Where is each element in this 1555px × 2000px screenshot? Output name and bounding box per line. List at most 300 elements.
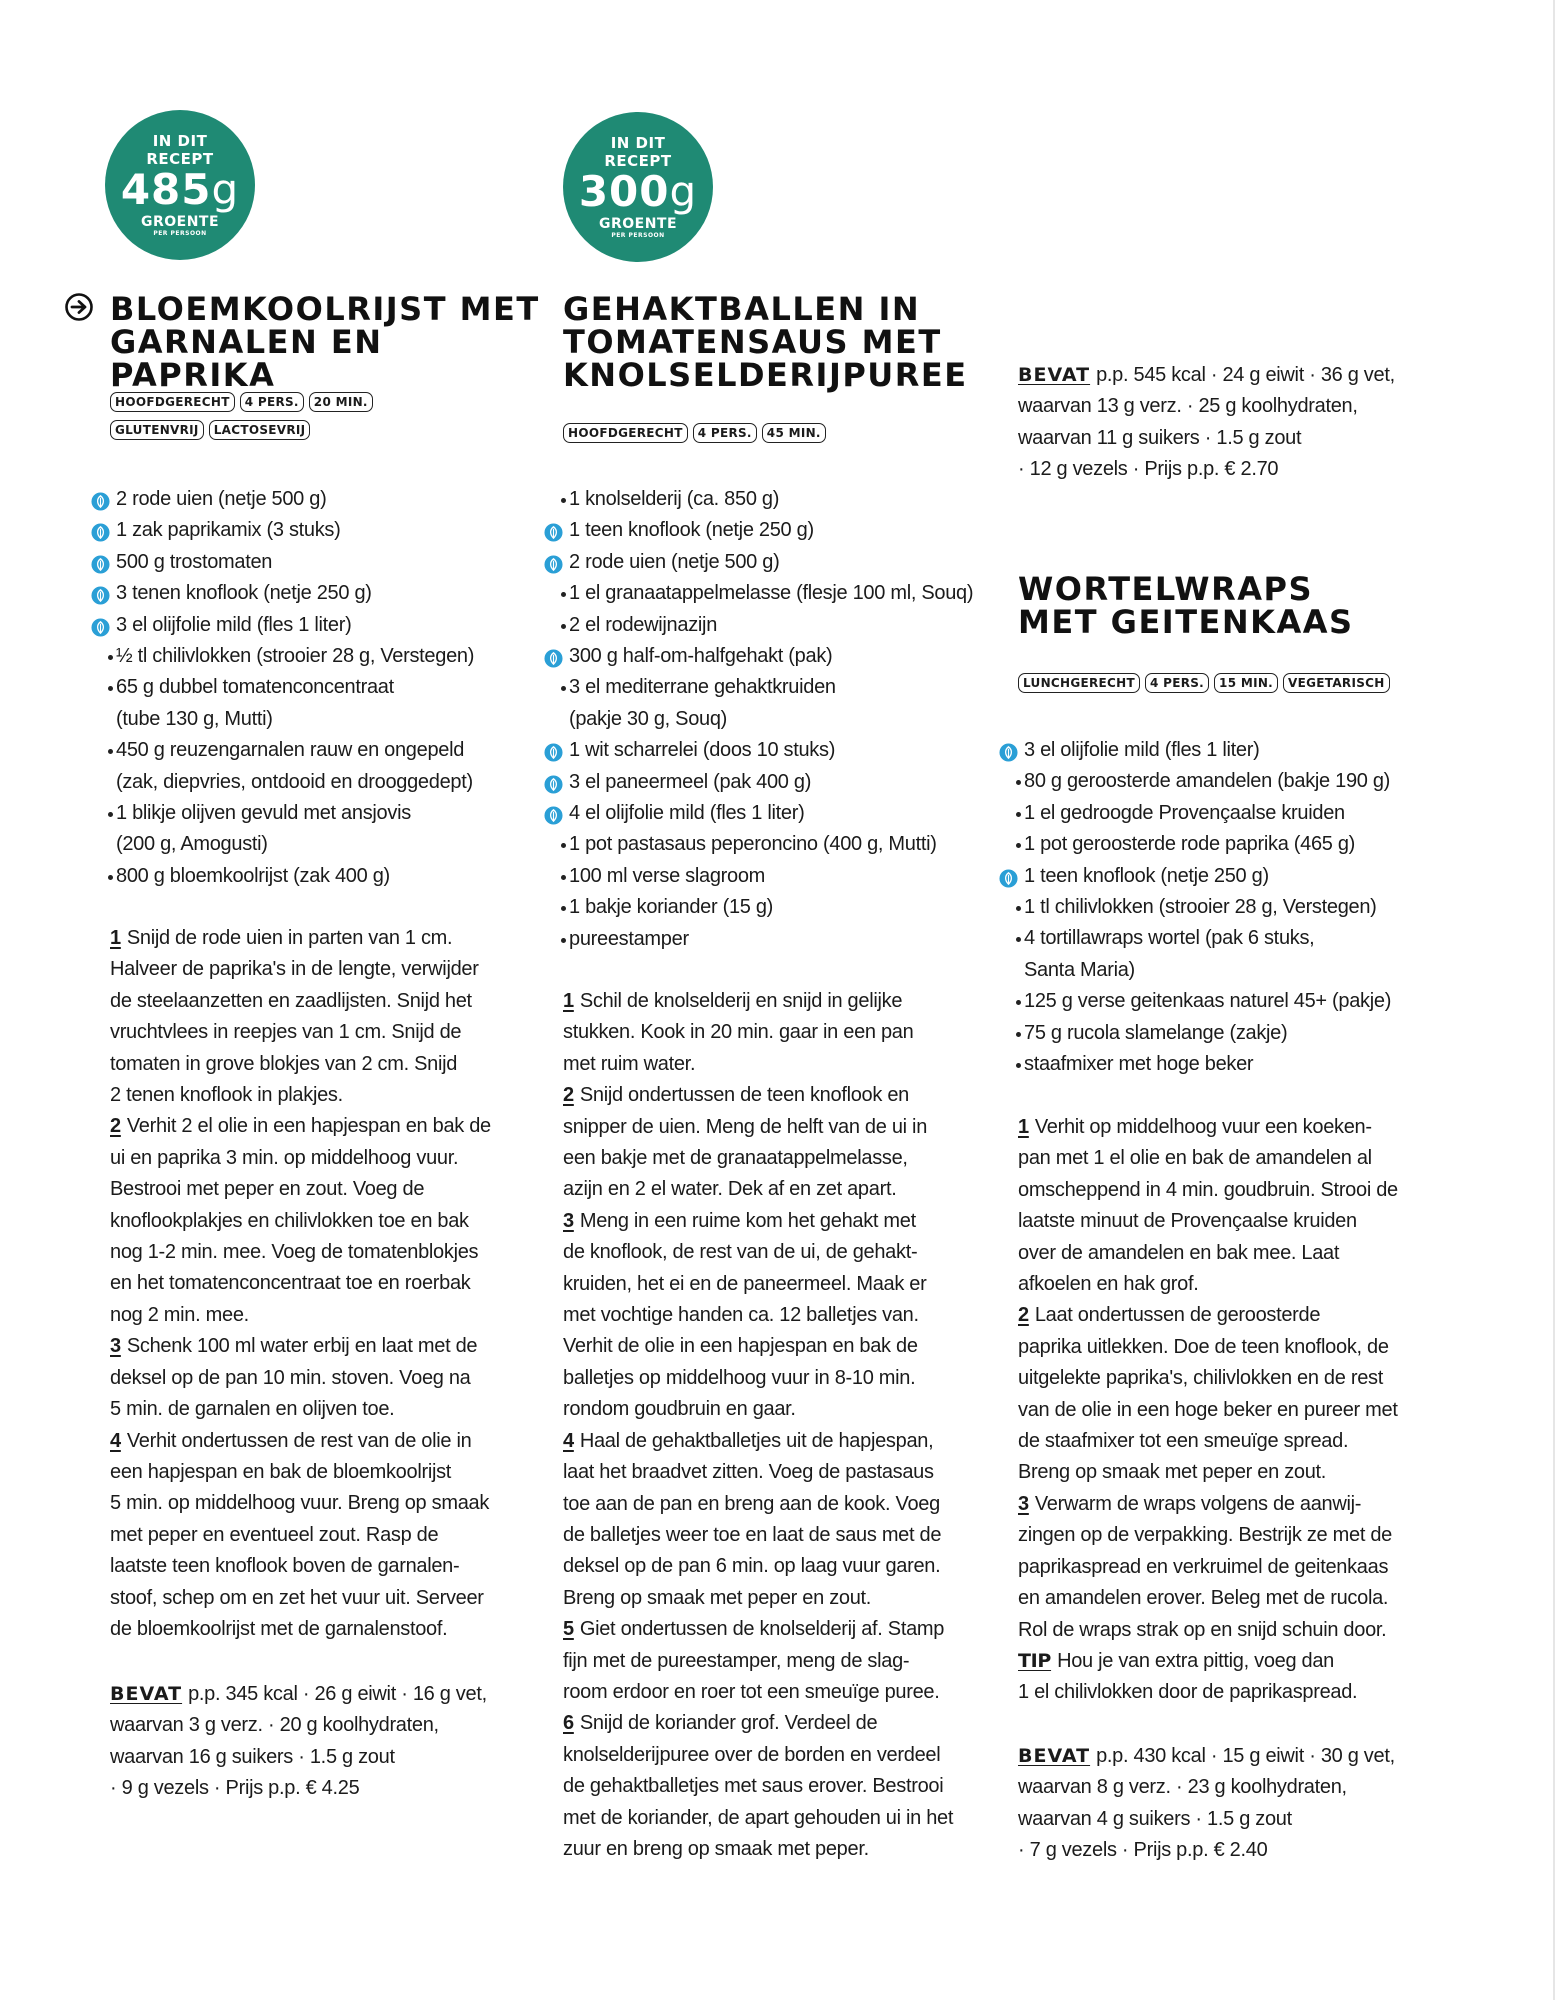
recipe-title-line: BLOEMKOOLRIJST MET — [110, 290, 540, 328]
nutrition-line — [1018, 423, 1395, 454]
ingredient-item — [553, 861, 973, 892]
tag-row — [110, 420, 373, 440]
step-text: deksel op de pan 6 min. op laag vuur garen. — [563, 1555, 941, 1578]
nutrition-line — [1018, 454, 1395, 485]
nutrition-info-previous-recipe — [1018, 360, 1395, 486]
step-text: afkoelen en hak grof. — [1018, 1273, 1199, 1296]
ingredient-item — [553, 578, 973, 609]
vegetable-leaf-icon — [544, 804, 563, 823]
step-text: Snijd ondertussen de teen knoflook en — [579, 1084, 909, 1107]
step-text: Verhit 2 el olie in een hapjespan en bak de — [126, 1115, 491, 1138]
step-text: en amandelen erover. Beleg met de rucola. — [1018, 1587, 1389, 1610]
recipe-tag: LACTOSEVRIJ — [209, 420, 311, 440]
step-text: stukken. Kook in 20 min. gaar in een pan — [563, 1021, 914, 1044]
step-text: 5 min. op middelhoog vuur. Breng op smaak — [110, 1492, 490, 1515]
recipe-title — [110, 290, 545, 394]
ingredient-text: 800 g bloemkoolrijst (zak 400 g) — [116, 864, 390, 887]
nutrition-line — [110, 1710, 487, 1741]
step-text: room erdoor en roer tot een smeuïge puree. — [563, 1680, 940, 1703]
recipe-step — [563, 1708, 1013, 1865]
vegetable-amount-badge — [105, 110, 255, 260]
ingredient-item — [100, 578, 474, 609]
ingredient-text: 300 g half-om-halfgehakt (pak) — [569, 645, 833, 668]
step-line — [1018, 1426, 1468, 1457]
step-number: 3 — [110, 1335, 121, 1358]
step-line — [563, 1331, 1013, 1362]
ingredient-item — [100, 610, 474, 641]
step-text: Laat ondertussen de geroosterde — [1034, 1304, 1321, 1327]
ingredient-text: (pakje 30 g, Souq) — [569, 707, 728, 730]
step-number: 1 — [1018, 1116, 1029, 1138]
ingredient-item — [100, 641, 474, 672]
tag-row — [1018, 673, 1390, 693]
step-text: Haal de gehaktballetjes uit de hapjespan, — [579, 1429, 934, 1452]
step-line — [563, 1269, 1013, 1300]
step-text: de staafmixer tot een smeuïge spread. — [1018, 1430, 1349, 1453]
step-line — [110, 1551, 550, 1582]
recipe-step — [110, 1426, 550, 1646]
step-line — [110, 1614, 550, 1645]
recipe-title — [1018, 570, 1354, 641]
recipe-step — [110, 1111, 550, 1331]
nutrition-line — [1018, 1741, 1395, 1772]
nutrition-text: p.p. 430 kcal · 15 g eiwit · 30 g vet, — [1096, 1745, 1395, 1767]
recipe-title — [563, 290, 968, 394]
step-line — [110, 1488, 550, 1519]
ingredient-text: 3 el olijfolie mild (fles 1 liter) — [116, 613, 352, 636]
step-line — [1018, 1395, 1468, 1426]
ingredient-item — [100, 735, 474, 798]
step-text: een bakje met de granaatappelmelasse, — [563, 1147, 908, 1170]
ingredient-text: 3 el mediterrane gehaktkruiden — [569, 676, 836, 699]
step-line — [563, 1300, 1013, 1331]
step-text: tomaten in grove blokjes van 2 cm. Snijd — [110, 1052, 458, 1075]
nutrition-line — [1018, 1835, 1395, 1866]
ingredient-item — [100, 672, 474, 735]
step-number: 2 — [563, 1084, 574, 1107]
step-line — [563, 1520, 1013, 1551]
tip-text: Hou je van extra pittig, voeg dan — [1057, 1649, 1335, 1672]
recipe-tag: 20 MIN. — [309, 392, 373, 412]
vegetable-leaf-icon — [544, 521, 563, 540]
step-line — [563, 1646, 1013, 1677]
ingredient-text: 100 ml verse slagroom — [569, 864, 766, 887]
step-text: pan met 1 el olie en bak de amandelen al — [1018, 1147, 1372, 1170]
vegetable-leaf-icon — [999, 741, 1018, 760]
step-line — [563, 1551, 1013, 1582]
nutrition-text: · 7 g vezels · Prijs p.p. € 2.40 — [1018, 1839, 1268, 1862]
step-line — [563, 1834, 1013, 1865]
recipe-step — [563, 1206, 1013, 1426]
step-text: stoof, schep om en zet het vuur uit. Serveer — [110, 1586, 484, 1609]
step-line — [110, 1017, 550, 1048]
nutrition-text: waarvan 4 g suikers · 1.5 g zout — [1018, 1807, 1292, 1830]
vegetable-leaf-icon — [91, 584, 110, 603]
nutrition-text: waarvan 16 g suikers · 1.5 g zout — [110, 1745, 395, 1768]
ingredient-text: 1 wit scharrelei (doos 10 stuks) — [569, 739, 836, 762]
recipe-step — [110, 1331, 550, 1425]
step-line — [110, 1520, 550, 1551]
nutrition-line — [110, 1742, 487, 1773]
step-line — [110, 986, 550, 1017]
step-number: 3 — [563, 1209, 574, 1232]
step-text: nog 1-2 min. mee. Voeg de tomatenblokjes — [110, 1241, 479, 1264]
recipe-tags — [110, 392, 373, 440]
step-text: de balletjes weer toe en laat de saus met de — [563, 1523, 942, 1546]
nutrition-line — [1018, 1772, 1395, 1803]
nutrition-text: waarvan 11 g suikers · 1.5 g zout — [1018, 426, 1302, 449]
step-line — [563, 1771, 1013, 1802]
nutrition-text: waarvan 3 g verz. · 20 g koolhydraten, — [110, 1714, 439, 1737]
vegetable-leaf-icon — [91, 553, 110, 572]
step-line — [563, 1112, 1013, 1143]
step-line — [563, 1426, 1013, 1457]
step-line — [563, 1394, 1013, 1425]
vegetable-leaf-icon — [544, 647, 563, 666]
vegetable-leaf-icon — [544, 773, 563, 792]
step-line — [563, 1803, 1013, 1834]
badge-sublabel: PER PERSOON — [611, 232, 665, 239]
nutrition-line — [110, 1773, 487, 1804]
ingredient-text: 1 zak paprikamix (3 stuks) — [116, 519, 341, 542]
recipe-steps — [563, 986, 1013, 1865]
arrow-right-circle-icon — [64, 292, 94, 322]
ingredient-text: 1 el gedroogde Provençaalse kruiden — [1024, 801, 1345, 824]
recipe-step — [563, 1426, 1013, 1614]
ingredient-list — [100, 484, 474, 892]
ingredient-item — [1008, 892, 1391, 923]
step-line — [1018, 1457, 1468, 1488]
recipe-step — [1018, 1489, 1468, 1646]
nutrition-text: waarvan 8 g verz. · 23 g koolhydraten, — [1018, 1776, 1347, 1799]
ingredient-item — [553, 547, 973, 578]
ingredient-item — [1008, 861, 1391, 892]
vegetable-leaf-icon — [91, 616, 110, 635]
step-line — [1018, 1520, 1468, 1551]
recipe-step — [563, 986, 1013, 1080]
tag-row — [110, 392, 373, 412]
step-line — [110, 1049, 550, 1080]
recipe-title-line: GEHAKTBALLEN IN — [563, 290, 921, 328]
step-text: Bestrooi met peper en zout. Voeg de — [110, 1178, 425, 1201]
step-text: azijn en 2 el water. Dek af en zet apart. — [563, 1178, 897, 1201]
tip-label: TIP — [1018, 1649, 1052, 1672]
step-line — [1018, 1269, 1468, 1300]
ingredient-text: 75 g rucola slamelange (zakje) — [1024, 1021, 1288, 1044]
step-line — [110, 1143, 550, 1174]
step-number: 4 — [563, 1429, 574, 1452]
recipe-steps — [1018, 1112, 1468, 1709]
badge-amount: 300g — [578, 167, 698, 216]
step-text: Snijd de koriander grof. Verdeel de — [579, 1712, 878, 1735]
nutrition-info — [1018, 1741, 1395, 1867]
ingredient-text: 1 bakje koriander (15 g) — [569, 896, 774, 919]
step-text: met peper en eventueel zout. Rasp de — [110, 1523, 439, 1546]
nutrition-text: · 9 g vezels · Prijs p.p. € 4.25 — [110, 1777, 360, 1800]
recipe-tag: GLUTENVRIJ — [110, 420, 204, 440]
step-number: 1 — [110, 927, 121, 949]
vegetable-leaf-icon — [544, 741, 563, 760]
step-text: laat het braadvet zitten. Voeg de pastasaus — [563, 1461, 934, 1484]
ingredient-item — [1008, 1049, 1391, 1080]
ingredient-text: (200 g, Amogusti) — [116, 833, 268, 856]
step-text: zuur en breng op smaak met peper. — [563, 1837, 869, 1860]
step-line — [1018, 1489, 1468, 1520]
badge-label: GROENTE — [140, 214, 220, 230]
step-text: de gehaktballetjes met saus erover. Bestrooi — [563, 1775, 944, 1798]
ingredient-text: staafmixer met hoge beker — [1024, 1053, 1254, 1076]
step-text: uitgelekte paprika's, chilivlokken en de rest — [1018, 1367, 1383, 1390]
ingredient-item — [553, 735, 973, 766]
step-line — [1018, 1175, 1468, 1206]
ingredient-list — [1008, 735, 1391, 1080]
recipe-tags — [563, 423, 826, 443]
ingredient-text: 1 teen knoflook (netje 250 g) — [1024, 864, 1269, 887]
step-text: Schil de knolselderij en snijd in gelijke — [579, 990, 903, 1012]
step-line — [563, 1489, 1013, 1520]
ingredient-text: 1 teen knoflook (netje 250 g) — [569, 519, 814, 542]
nutrition-line — [1018, 391, 1395, 422]
step-text: 2 tenen knoflook in plakjes. — [110, 1084, 343, 1107]
ingredient-item — [553, 892, 973, 923]
ingredient-list — [553, 484, 973, 955]
recipe-title-line: MET GEITENKAAS — [1018, 603, 1354, 641]
recipe-tag: 4 PERS. — [240, 392, 304, 412]
ingredient-item — [553, 672, 973, 735]
step-text: balletjes op middelhoog vuur in 8-10 min. — [563, 1366, 916, 1389]
ingredient-text: 80 g geroosterde amandelen (bakje 190 g) — [1024, 770, 1391, 793]
step-number: 4 — [110, 1429, 121, 1452]
nutrition-info — [110, 1679, 487, 1805]
step-line — [563, 1708, 1013, 1739]
ingredient-item — [553, 610, 973, 641]
recipe-tag: HOOFDGERECHT — [110, 392, 235, 412]
ingredient-text: 2 rode uien (netje 500 g) — [116, 488, 327, 510]
step-line — [1018, 1583, 1468, 1614]
step-text: Breng op smaak met peper en zout. — [563, 1586, 872, 1609]
ingredient-text: 4 el olijfolie mild (fles 1 liter) — [569, 802, 805, 825]
ingredient-text: 4 tortillawraps wortel (pak 6 stuks, — [1024, 927, 1315, 950]
step-line — [110, 1300, 550, 1331]
recipe-step — [563, 1614, 1013, 1708]
step-text: rondom goudbruin en gaar. — [563, 1398, 796, 1421]
step-line — [110, 923, 550, 954]
ingredient-text: 65 g dubbel tomatenconcentraat — [116, 676, 394, 699]
step-line — [110, 1111, 550, 1142]
recipe-step — [110, 923, 550, 1111]
vegetable-leaf-icon — [91, 521, 110, 540]
recipe-tag: 4 PERS. — [1145, 673, 1209, 693]
step-text: de knoflook, de rest van de ui, de gehakt- — [563, 1241, 918, 1264]
step-line — [1018, 1238, 1468, 1269]
nutrition-text: waarvan 13 g verz. · 25 g koolhydraten, — [1018, 395, 1358, 418]
step-text: met ruim water. — [563, 1052, 696, 1075]
step-line — [563, 1143, 1013, 1174]
step-text: Verwarm de wraps volgens de aanwij- — [1034, 1492, 1362, 1515]
step-text: Giet ondertussen de knolselderij af. Stamp — [579, 1618, 945, 1641]
vegetable-amount-badge — [563, 112, 713, 262]
step-line — [563, 1080, 1013, 1111]
step-text: omscheppend in 4 min. goudbruin. Strooi de — [1018, 1178, 1398, 1201]
step-text: laatste minuut de Provençaalse kruiden — [1018, 1210, 1357, 1233]
step-text: de bloemkoolrijst met de garnalenstoof. — [110, 1617, 448, 1640]
recipe-tag: 4 PERS. — [693, 423, 757, 443]
step-number: 2 — [110, 1115, 121, 1138]
recipe-step — [1018, 1300, 1468, 1488]
step-text: 5 min. de garnalen en olijven toe. — [110, 1398, 395, 1421]
step-text: Verhit de olie in een hapjespan en bak de — [563, 1335, 918, 1358]
ingredient-text: pureestamper — [569, 927, 689, 950]
step-line — [110, 1426, 550, 1457]
step-text: snipper de uien. Meng de helft van de ui in — [563, 1115, 928, 1138]
ingredient-item — [553, 924, 973, 955]
step-line — [110, 1394, 550, 1425]
step-line — [563, 1206, 1013, 1237]
step-text: laatste teen knoflook boven de garnalen- — [110, 1555, 460, 1578]
step-line — [110, 1237, 550, 1268]
step-number: 6 — [563, 1712, 574, 1735]
step-line — [1018, 1206, 1468, 1237]
step-line — [563, 1174, 1013, 1205]
step-line — [110, 1206, 550, 1237]
nutrition-text: p.p. 345 kcal · 26 g eiwit · 16 g vet, — [188, 1683, 487, 1705]
step-text: knoflookplakjes en chilivlokken toe en bak — [110, 1209, 469, 1232]
step-text: paprikaspread en verkruimel de geitenkaas — [1018, 1555, 1389, 1578]
ingredient-item — [100, 861, 474, 892]
ingredient-item — [553, 767, 973, 798]
step-number: 1 — [563, 990, 574, 1012]
step-line — [563, 1740, 1013, 1771]
step-line — [563, 1677, 1013, 1708]
tip-line — [1018, 1646, 1468, 1677]
step-text: Schenk 100 ml water erbij en laat met de — [126, 1335, 478, 1358]
nutrition-label: BEVAT — [110, 1683, 183, 1705]
badge-label: GROENTE — [598, 216, 678, 232]
step-text: Snijd de rode uien in parten van 1 cm. — [126, 927, 453, 949]
ingredient-text: 1 pot geroosterde rode paprika (465 g) — [1024, 833, 1356, 856]
step-text: van de olie in een hoge beker en pureer met — [1018, 1398, 1398, 1421]
ingredient-item — [100, 798, 474, 861]
ingredient-item — [100, 484, 474, 515]
nutrition-text: p.p. 545 kcal · 24 g eiwit · 36 g vet, — [1096, 364, 1395, 386]
step-number: 5 — [563, 1618, 574, 1641]
nutrition-label: BEVAT — [1018, 364, 1091, 386]
nutrition-line — [110, 1679, 487, 1710]
step-number: 3 — [1018, 1492, 1029, 1515]
ingredient-item — [553, 515, 973, 546]
ingredient-text: 125 g verse geitenkaas naturel 45+ (pakje) — [1024, 990, 1392, 1013]
step-line — [563, 986, 1013, 1017]
badge-sublabel: PER PERSOON — [153, 230, 207, 237]
ingredient-text: 1 el granaatappelmelasse (flesje 100 ml, Souq) — [569, 582, 974, 605]
nutrition-label: BEVAT — [1018, 1745, 1091, 1767]
step-line — [563, 1614, 1013, 1645]
step-line — [563, 1583, 1013, 1614]
ingredient-text: 1 knolselderij (ca. 850 g) — [569, 488, 780, 510]
ingredient-text: 500 g trostomaten — [116, 550, 273, 573]
step-line — [1018, 1363, 1468, 1394]
step-number: 2 — [1018, 1304, 1029, 1327]
step-line — [563, 1049, 1013, 1080]
ingredient-item — [1008, 766, 1391, 797]
ingredient-text: ½ tl chilivlokken (strooier 28 g, Verstegen) — [116, 645, 475, 668]
step-line — [1018, 1143, 1468, 1174]
recipe-title-line: GARNALEN EN PAPRIKA — [110, 323, 383, 394]
step-line — [563, 1237, 1013, 1268]
ingredient-item — [553, 484, 973, 515]
recipe-tag: HOOFDGERECHT — [563, 423, 688, 443]
step-text: deksel op de pan 10 min. stoven. Voeg na — [110, 1366, 471, 1389]
ingredient-item — [1008, 923, 1391, 986]
step-line — [110, 1080, 550, 1111]
recipe-steps — [110, 923, 550, 1645]
ingredient-text: 2 rode uien (netje 500 g) — [569, 550, 780, 573]
step-text: Halveer de paprika's in de lengte, verwijder — [110, 958, 479, 981]
step-line — [110, 1331, 550, 1362]
step-line — [1018, 1332, 1468, 1363]
step-line — [110, 954, 550, 985]
ingredient-item — [1008, 798, 1391, 829]
recipe-step — [563, 1080, 1013, 1206]
step-text: kruiden, het ei en de paneermeel. Maak er — [563, 1272, 927, 1295]
ingredient-item — [553, 641, 973, 672]
nutrition-text: · 12 g vezels · Prijs p.p. € 2.70 — [1018, 458, 1279, 481]
step-text: Meng in een ruime kom het gehakt met — [579, 1209, 916, 1232]
step-text: knolselderijpuree over de borden en verdeel — [563, 1743, 941, 1766]
step-text: fijn met de pureestamper, meng de slag- — [563, 1649, 910, 1672]
recipe-tip — [1018, 1646, 1468, 1709]
ingredient-item — [1008, 829, 1391, 860]
recipe-title-line: KNOLSELDERIJPUREE — [563, 356, 968, 394]
ingredient-item — [1008, 1018, 1391, 1049]
vegetable-leaf-icon — [544, 553, 563, 572]
ingredient-item — [100, 547, 474, 578]
recipe-tag: 15 MIN. — [1214, 673, 1278, 693]
step-text: ui en paprika 3 min. op middelhoog vuur. — [110, 1146, 459, 1169]
ingredient-item — [1008, 735, 1391, 766]
ingredient-text: (tube 130 g, Mutti) — [116, 707, 273, 730]
badge-amount: 485g — [120, 165, 240, 214]
step-line — [563, 1017, 1013, 1048]
step-text: en het tomatenconcentraat toe en roerbak — [110, 1272, 471, 1295]
recipe-tag: 45 MIN. — [762, 423, 826, 443]
step-text: vruchtvlees in reepjes van 1 cm. Snijd de — [110, 1021, 462, 1044]
step-line — [1018, 1552, 1468, 1583]
step-text: Rol de wraps strak op en snijd schuin door. — [1018, 1618, 1387, 1641]
ingredient-text: 3 tenen knoflook (netje 250 g) — [116, 582, 372, 605]
ingredient-item — [553, 798, 973, 829]
tip-line — [1018, 1677, 1468, 1708]
recipe-title-line: TOMATENSAUS MET — [563, 323, 942, 361]
step-text: Verhit op middelhoog vuur een koeken- — [1034, 1116, 1372, 1138]
recipe-tag: LUNCHGERECHT — [1018, 673, 1140, 693]
recipe-title-line: WORTELWRAPS — [1018, 570, 1313, 608]
ingredient-text: 1 blikje olijven gevuld met ansjovis — [116, 802, 411, 825]
step-text: Verhit ondertussen de rest van de olie in — [126, 1429, 472, 1452]
ingredient-text: (zak, diepvries, ontdooid en drooggedept) — [116, 770, 473, 793]
vegetable-leaf-icon — [999, 867, 1018, 886]
step-text: Breng op smaak met peper en zout. — [1018, 1461, 1327, 1484]
step-line — [563, 1457, 1013, 1488]
tag-row — [563, 423, 826, 443]
step-line — [563, 1363, 1013, 1394]
ingredient-text: 3 el olijfolie mild (fles 1 liter) — [1024, 739, 1260, 761]
ingredient-text: 450 g reuzengarnalen rauw en ongepeld — [116, 739, 465, 762]
step-text: paprika uitlekken. Doe de teen knoflook, de — [1018, 1335, 1389, 1358]
ingredient-item — [100, 515, 474, 546]
step-line — [110, 1363, 550, 1394]
step-text: met vochtige handen ca. 12 balletjes van. — [563, 1304, 919, 1327]
